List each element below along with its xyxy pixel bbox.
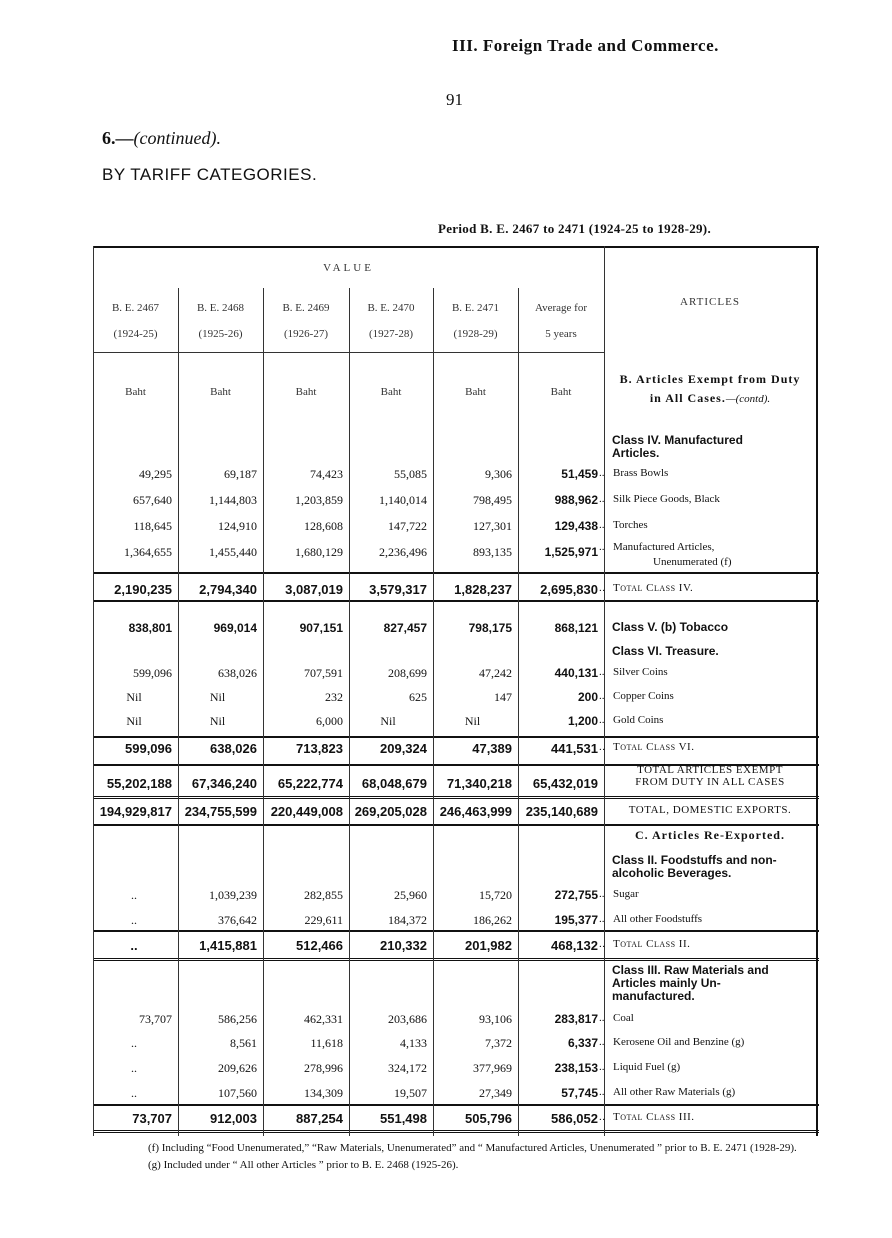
class-iv-row-value: 1,680,129 — [295, 545, 343, 559]
unit-label: Baht — [550, 386, 572, 398]
class-iii-total-value: 912,003 — [210, 1111, 257, 1126]
class-vi-row-value: 208,699 — [388, 666, 427, 680]
class-vi-total-value: 599,096 — [125, 741, 172, 756]
class-iii-row-value: 57,745 — [561, 1086, 598, 1100]
col-header-ce: 5 years — [545, 328, 577, 340]
col-line — [349, 288, 350, 1136]
class-iii-row-value: 107,560 — [218, 1086, 257, 1100]
class-v-label: Class V. (b) Tobacco — [612, 620, 729, 634]
col-line — [263, 288, 264, 1136]
col-header-year: B. E. 2468 — [196, 302, 245, 314]
total-domestic-value: 246,463,999 — [439, 804, 512, 819]
class-iv-total-value: 2,794,340 — [199, 582, 257, 597]
class-vi-row-value: 599,096 — [133, 666, 172, 680]
class-vi-row-value: 1,200 — [567, 714, 598, 728]
table-number: 6.— — [102, 128, 134, 148]
col-line — [178, 288, 179, 1136]
rule-total-exempt — [93, 796, 819, 799]
col-header-year: B. E. 2469 — [282, 302, 330, 314]
col-header-ce: (1925-26) — [198, 328, 243, 340]
unit-label: Baht — [465, 386, 486, 398]
class-vi-row-value: 707,591 — [304, 666, 343, 680]
class-vi-total-value: 713,823 — [296, 741, 343, 756]
col-header-ce: (1926-27) — [284, 328, 328, 340]
unit-label: Baht — [295, 386, 317, 398]
total-exempt-label: TOTAL ARTICLES EXEMPT — [637, 764, 783, 776]
table-bottom-border — [93, 1130, 819, 1133]
class-iii-article: .. Liquid Fuel (g) — [613, 1061, 813, 1073]
class-ii-row-value: .. — [131, 888, 137, 902]
class-vi-row-value: 200 — [577, 690, 598, 704]
class-iv-row-value: 51,459 — [561, 467, 598, 481]
class-iii-row-value: 377,969 — [473, 1061, 512, 1075]
period-caption: Period B. E. 2467 to 2471 (1924-25 to 1928-29). — [438, 221, 711, 236]
class-ii-row-value: .. — [131, 913, 137, 927]
col-header-ce: (1924-25) — [113, 328, 158, 340]
value-group-header: VALUE — [323, 262, 374, 274]
class-vi-article: .. Gold Coins — [613, 714, 813, 726]
class-iii-row-value: .. — [131, 1086, 137, 1100]
class-iii-title: Class III. Raw Materials and Articles mainly Un-manufactured. — [612, 963, 769, 1003]
group-c-title: C. Articles Re-Exported. — [635, 828, 785, 842]
class-iii-row-value: 203,686 — [388, 1012, 427, 1026]
total-exempt-value: 71,340,218 — [446, 776, 512, 791]
class-iii-row-value: .. — [131, 1036, 137, 1050]
class-iii-total-value: 505,796 — [465, 1111, 512, 1126]
rule-class-ii-total — [93, 958, 819, 961]
class-v-row-value: 798,175 — [468, 621, 512, 635]
class-iii-row-value: 586,256 — [218, 1012, 257, 1026]
unit-label: Baht — [380, 386, 402, 398]
class-iv-row-value: 893,135 — [473, 545, 512, 559]
class-iii-row-value: 7,372 — [485, 1036, 512, 1050]
class-iii-row-value: 19,507 — [394, 1086, 427, 1100]
continued-label: (continued). — [133, 128, 221, 148]
class-ii-row-value: 376,642 — [218, 913, 257, 927]
class-vi-row-value: Nil — [380, 714, 396, 728]
data-table — [93, 246, 819, 1136]
class-iv-row-value: 988,962 — [554, 493, 598, 507]
class-ii-row-value: 282,855 — [304, 888, 343, 902]
class-iv-row-value: 147,722 — [388, 519, 427, 533]
class-ii-total-value: 1,415,881 — [199, 938, 257, 953]
table-right-border — [816, 246, 818, 1136]
page-header-title: III. Foreign Trade and Commerce. — [452, 36, 719, 55]
class-iv-total-value: 1,828,237 — [454, 582, 512, 597]
class-vi-row-value: 147 — [494, 690, 512, 704]
class-iv-row-value: 1,455,440 — [209, 545, 257, 559]
total-exempt-value: 65,432,019 — [532, 776, 598, 791]
class-iv-row-value: 2,236,496 — [379, 545, 427, 559]
class-ii-row-value: 229,611 — [304, 913, 343, 927]
class-vi-total-value: 47,389 — [472, 741, 512, 756]
rule-class-iv — [93, 572, 819, 574]
total-domestic-value: 235,140,689 — [525, 804, 598, 819]
group-b-title — [604, 370, 816, 409]
class-iv-total-value: 2,190,235 — [114, 582, 172, 597]
class-iv-row-value: 49,295 — [139, 467, 172, 481]
class-ii-article: .. All other Foodstuffs — [613, 913, 813, 925]
total-exempt-value: 55,202,188 — [106, 776, 172, 791]
class-ii-row-value: 186,262 — [473, 913, 512, 927]
class-iii-article: .. Coal — [613, 1012, 813, 1024]
class-vi-total-value: 209,324 — [380, 741, 427, 756]
table-heading — [102, 128, 221, 149]
class-iv-total-label: .. Total Class IV. — [613, 582, 813, 594]
class-iii-total-value: 586,052 — [551, 1111, 598, 1126]
class-vi-row-value: 6,000 — [316, 714, 343, 728]
class-ii-row-value: 272,755 — [554, 888, 598, 902]
class-vi-total-value: 638,026 — [210, 741, 257, 756]
class-iii-row-value: 283,817 — [554, 1012, 598, 1026]
col-header-ce: (1927-28) — [369, 328, 413, 340]
col-header-year: B. E. 2471 — [451, 302, 500, 314]
class-iii-row-value: 93,106 — [479, 1012, 512, 1026]
rule-class-iv-total — [93, 600, 819, 602]
class-iv-title: Class IV. Manufactured Articles. — [612, 433, 743, 460]
class-iii-row-value: 6,337 — [567, 1036, 598, 1050]
total-exempt-value: 68,048,679 — [361, 776, 427, 791]
group-b-title-text: B. Articles Exempt from Duty in All Cases. — [619, 372, 801, 405]
total-exempt-value: 67,346,240 — [191, 776, 257, 791]
class-iii-total-value: 551,498 — [380, 1111, 427, 1126]
class-v-row-value: 827,457 — [383, 621, 427, 635]
class-iii-total-value: 73,707 — [132, 1111, 172, 1126]
class-vi-row-value: 47,242 — [479, 666, 512, 680]
col-line — [518, 288, 519, 1136]
class-iv-row-value: 1,203,859 — [295, 493, 343, 507]
class-vi-row-value: 440,131 — [554, 666, 598, 680]
rule-class-iii — [93, 1104, 819, 1106]
class-ii-row-value: 15,720 — [479, 888, 512, 902]
class-iv-row-value: 74,423 — [310, 467, 343, 481]
class-vi-row-value: Nil — [209, 714, 226, 728]
class-v-row-value: 838,801 — [128, 621, 172, 635]
class-ii-row-value: 25,960 — [394, 888, 427, 902]
table-top-border — [93, 246, 819, 248]
unit-label: Baht — [125, 386, 146, 398]
total-domestic-label: TOTAL, DOMESTIC EXPORTS. — [628, 804, 792, 816]
class-ii-title: Class II. Foodstuffs and non-alcoholic Beverages. — [612, 853, 777, 880]
class-iv-row-value: 1,525,971 — [544, 545, 598, 559]
class-vi-row-value: Nil — [126, 690, 142, 704]
class-iv-row-value: 124,910 — [218, 519, 257, 533]
class-ii-article: .. Sugar — [613, 888, 813, 900]
col-header-year: Average for — [534, 302, 587, 314]
col-header-year: B. E. 2467 — [111, 302, 160, 314]
class-iii-row-value: 278,996 — [304, 1061, 343, 1075]
total-domestic-value: 220,449,008 — [270, 804, 343, 819]
class-iii-row-value: 462,331 — [304, 1012, 343, 1026]
class-vi-article: .. Copper Coins — [613, 690, 813, 702]
class-iii-row-value: 8,561 — [230, 1036, 257, 1050]
class-vi-row-value: 232 — [325, 690, 343, 704]
col-header-ce: (1928-29) — [453, 328, 498, 340]
class-iii-row-value: 11,618 — [310, 1036, 343, 1050]
class-vi-title: Class VI. Treasure. — [612, 644, 719, 658]
class-iv-row-value: 127,301 — [473, 519, 512, 533]
class-ii-row-value: 184,372 — [388, 913, 427, 927]
class-vi-row-value: Nil — [209, 690, 226, 704]
class-iii-row-value: 134,309 — [304, 1086, 343, 1100]
class-ii-total-value: 201,982 — [465, 938, 512, 953]
class-iv-row-value: 657,640 — [133, 493, 172, 507]
class-iv-total-value: 2,695,830 — [540, 582, 598, 597]
unit-label: Baht — [210, 386, 231, 398]
class-iv-row-value: 69,187 — [224, 467, 257, 481]
class-ii-total-label: .. Total Class II. — [613, 938, 813, 950]
class-iii-total-label: .. Total Class III. — [613, 1111, 813, 1123]
class-ii-row-value: 195,377 — [554, 913, 598, 927]
class-iii-total-value: 887,254 — [296, 1111, 343, 1126]
footnote-g: (g) Included under “ All other Articles ” prior to B. E. 2468 (1925-26). — [148, 1159, 459, 1171]
class-iv-row-value: 1,364,655 — [124, 545, 172, 559]
class-iii-article: .. Kerosene Oil and Benzine (g) — [613, 1036, 813, 1048]
class-vi-row-value: Nil — [464, 714, 481, 728]
class-iv-row-value: 798,495 — [473, 493, 512, 507]
class-v-row-value: 969,014 — [213, 621, 257, 635]
class-iv-row-value: 128,608 — [304, 519, 343, 533]
class-iv-article: .. Silk Piece Goods, Black — [613, 493, 813, 505]
footnote-f: (f) Including “Food Unenumerated,” “Raw Materials, Unenumerated” and “ Manufactured Articles, Unenumerated ” prior to B. E. 2471 (1928-29). — [148, 1142, 797, 1154]
class-ii-row-value: 1,039,239 — [209, 888, 257, 902]
class-iii-row-value: 238,153 — [554, 1061, 598, 1075]
class-iv-total-value: 3,579,317 — [369, 582, 427, 597]
rule-domestic-total — [93, 824, 819, 826]
section-title: BY TARIFF CATEGORIES. — [102, 165, 318, 184]
class-vi-total-value: 441,531 — [551, 741, 598, 756]
class-v-row-value: 868,121 — [554, 621, 598, 635]
class-iii-row-value: 209,626 — [218, 1061, 257, 1075]
class-iv-article-cont: Unenumerated (f) — [653, 556, 732, 568]
total-domestic-value: 194,929,817 — [99, 804, 172, 819]
class-iv-row-value: 9,306 — [485, 467, 512, 481]
class-iii-row-value: 27,349 — [479, 1086, 512, 1100]
class-vi-row-value: 625 — [409, 690, 427, 704]
col-line — [433, 288, 434, 1136]
group-b-contd: —(contd). — [725, 393, 771, 405]
total-exempt-value: 65,222,774 — [277, 776, 343, 791]
class-v-row-value: 907,151 — [299, 621, 343, 635]
class-ii-total-value: 210,332 — [380, 938, 427, 953]
col-line — [93, 246, 94, 1136]
total-exempt-label-cont: FROM DUTY IN ALL CASES — [635, 776, 785, 788]
total-domestic-value: 234,755,599 — [184, 804, 257, 819]
footnotes — [148, 1140, 828, 1174]
class-iv-article: .. Manufactured Articles, — [613, 541, 813, 553]
class-iv-article: .. Brass Bowls — [613, 467, 813, 479]
class-vi-article: .. Silver Coins — [613, 666, 813, 678]
class-ii-total-value: 512,466 — [296, 938, 343, 953]
class-iv-row-value: 55,085 — [394, 467, 427, 481]
class-iv-article: .. Torches — [613, 519, 813, 531]
class-vi-row-value: 638,026 — [218, 666, 257, 680]
class-iv-total-value: 3,087,019 — [285, 582, 343, 597]
col-header-year: B. E. 2470 — [367, 302, 415, 314]
class-iv-row-value: 1,144,803 — [209, 493, 257, 507]
class-iv-row-value: 118,645 — [133, 519, 172, 533]
class-vi-row-value: Nil — [126, 714, 142, 728]
class-ii-total-value: 468,132 — [551, 938, 598, 953]
class-iii-row-value: 4,133 — [400, 1036, 427, 1050]
class-iv-row-value: 1,140,014 — [379, 493, 427, 507]
class-iv-row-value: 129,438 — [554, 519, 598, 533]
class-vi-total-label: .. Total Class VI. — [613, 741, 813, 753]
class-iii-row-value: 324,172 — [388, 1061, 427, 1075]
rule-class-ii — [93, 930, 819, 932]
total-domestic-value: 269,205,028 — [354, 804, 427, 819]
class-iii-article: .. All other Raw Materials (g) — [613, 1086, 813, 1098]
page-number: 91 — [446, 90, 463, 109]
class-iii-row-value: 73,707 — [139, 1012, 172, 1026]
class-ii-total-value: .. — [130, 938, 138, 953]
rule-class-vi — [93, 736, 819, 738]
articles-header: ARTICLES — [680, 296, 740, 308]
class-iii-row-value: .. — [131, 1061, 137, 1075]
